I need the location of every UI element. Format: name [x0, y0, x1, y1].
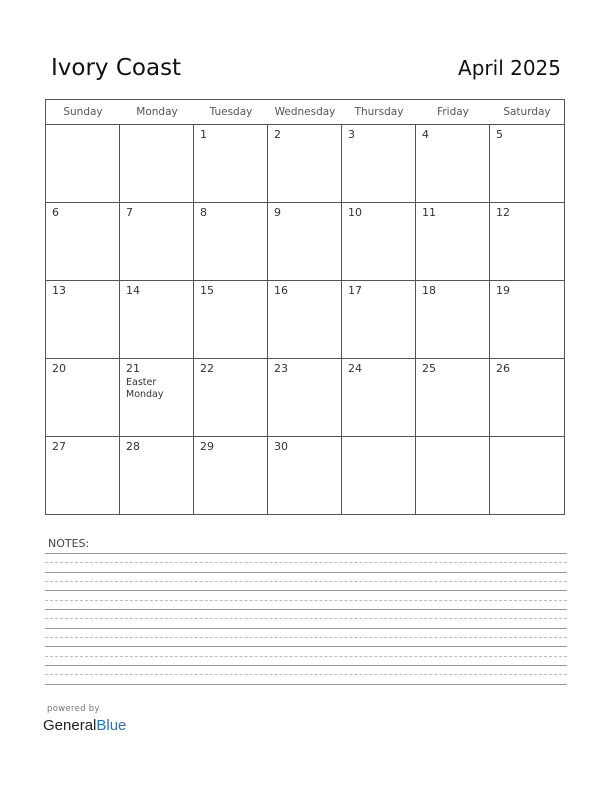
brand-blue: Blue	[96, 717, 127, 734]
notes-line	[45, 590, 567, 591]
notes-label: NOTES:	[48, 537, 90, 550]
calendar-day-cell	[46, 437, 120, 514]
calendar-week-row	[46, 281, 564, 359]
calendar-week-row	[46, 359, 564, 437]
calendar-day-cell	[490, 125, 564, 202]
notes-guide-line	[45, 637, 567, 638]
weekday-tuesday: Tuesday	[209, 106, 253, 118]
day-number: 12	[496, 206, 510, 219]
day-number: 20	[52, 362, 66, 375]
day-number: 25	[422, 362, 436, 375]
day-number: 21	[126, 362, 140, 375]
calendar-day-cell	[120, 203, 194, 280]
calendar-day-cell	[120, 437, 194, 514]
weekday-wednesday: Wednesday	[274, 106, 336, 118]
calendar-day-cell	[194, 125, 268, 202]
generalblue-logo[interactable]	[43, 717, 126, 734]
calendar-empty-cell	[46, 125, 120, 202]
calendar-week-row	[46, 125, 564, 203]
calendar-week-row	[46, 437, 564, 514]
calendar-empty-cell	[342, 437, 416, 514]
notes-guide-line	[45, 581, 567, 582]
month-title: April 2025	[458, 56, 561, 80]
calendar-day-cell	[46, 203, 120, 280]
day-number: 15	[200, 284, 214, 297]
day-number: 3	[348, 128, 355, 141]
day-number: 7	[126, 206, 133, 219]
day-number: 11	[422, 206, 436, 219]
calendar-day-cell	[120, 281, 194, 358]
notes-line	[45, 572, 567, 573]
calendar-day-cell	[194, 203, 268, 280]
day-number: 26	[496, 362, 510, 375]
calendar-weeks	[46, 125, 564, 514]
day-number: 29	[200, 440, 214, 453]
calendar-day-cell	[416, 359, 490, 436]
notes-guide-line	[45, 618, 567, 619]
calendar-day-cell	[268, 125, 342, 202]
weekday-friday: Friday	[437, 106, 469, 118]
day-number: 8	[200, 206, 207, 219]
weekday-saturday: Saturday	[503, 106, 551, 118]
day-number: 27	[52, 440, 66, 453]
day-number: 2	[274, 128, 281, 141]
notes-guide-line	[45, 600, 567, 601]
calendar-day-cell	[490, 203, 564, 280]
day-number: 30	[274, 440, 288, 453]
calendar-day-cell	[194, 437, 268, 514]
weekday-header-row	[46, 100, 564, 125]
day-number: 10	[348, 206, 362, 219]
calendar-day-cell	[416, 203, 490, 280]
day-number: 19	[496, 284, 510, 297]
calendar-day-cell	[268, 203, 342, 280]
brand-general: General	[43, 717, 97, 734]
calendar-day-cell	[416, 125, 490, 202]
weekday-sunday: Sunday	[63, 106, 103, 118]
calendar-day-cell	[342, 281, 416, 358]
calendar-week-row	[46, 203, 564, 281]
calendar-day-cell	[490, 359, 564, 436]
notes-line	[45, 553, 567, 554]
notes-line	[45, 665, 567, 666]
calendar-empty-cell	[120, 125, 194, 202]
calendar-grid	[45, 99, 565, 515]
day-number: 23	[274, 362, 288, 375]
calendar-day-cell	[46, 281, 120, 358]
holiday-label: Easter Monday	[126, 377, 164, 400]
weekday-thursday: Thursday	[354, 106, 404, 118]
day-number: 18	[422, 284, 436, 297]
day-number: 13	[52, 284, 66, 297]
calendar-empty-cell	[490, 437, 564, 514]
day-number: 17	[348, 284, 362, 297]
notes-guide-line	[45, 656, 567, 657]
calendar-day-cell	[194, 281, 268, 358]
notes-line	[45, 628, 567, 629]
notes-guide-line	[45, 674, 567, 675]
calendar-day-cell	[194, 359, 268, 436]
notes-line	[45, 684, 567, 685]
notes-line	[45, 646, 567, 647]
calendar-day-cell	[342, 125, 416, 202]
country-title: Ivory Coast	[51, 55, 182, 81]
day-number: 14	[126, 284, 140, 297]
day-number: 6	[52, 206, 59, 219]
day-number: 16	[274, 284, 288, 297]
calendar-day-cell	[342, 203, 416, 280]
day-number: 4	[422, 128, 429, 141]
calendar-day-cell	[120, 359, 194, 436]
calendar-day-cell	[342, 359, 416, 436]
day-number: 1	[200, 128, 207, 141]
calendar-day-cell	[46, 359, 120, 436]
day-number: 9	[274, 206, 281, 219]
calendar-day-cell	[268, 359, 342, 436]
day-number: 5	[496, 128, 503, 141]
notes-guide-line	[45, 562, 567, 563]
calendar-day-cell	[268, 281, 342, 358]
calendar-empty-cell	[416, 437, 490, 514]
calendar-day-cell	[416, 281, 490, 358]
calendar-day-cell	[268, 437, 342, 514]
day-number: 24	[348, 362, 362, 375]
day-number: 22	[200, 362, 214, 375]
weekday-monday: Monday	[136, 106, 178, 118]
notes-line	[45, 609, 567, 610]
day-number: 28	[126, 440, 140, 453]
powered-by-text: powered by	[47, 704, 100, 714]
calendar-day-cell	[490, 281, 564, 358]
